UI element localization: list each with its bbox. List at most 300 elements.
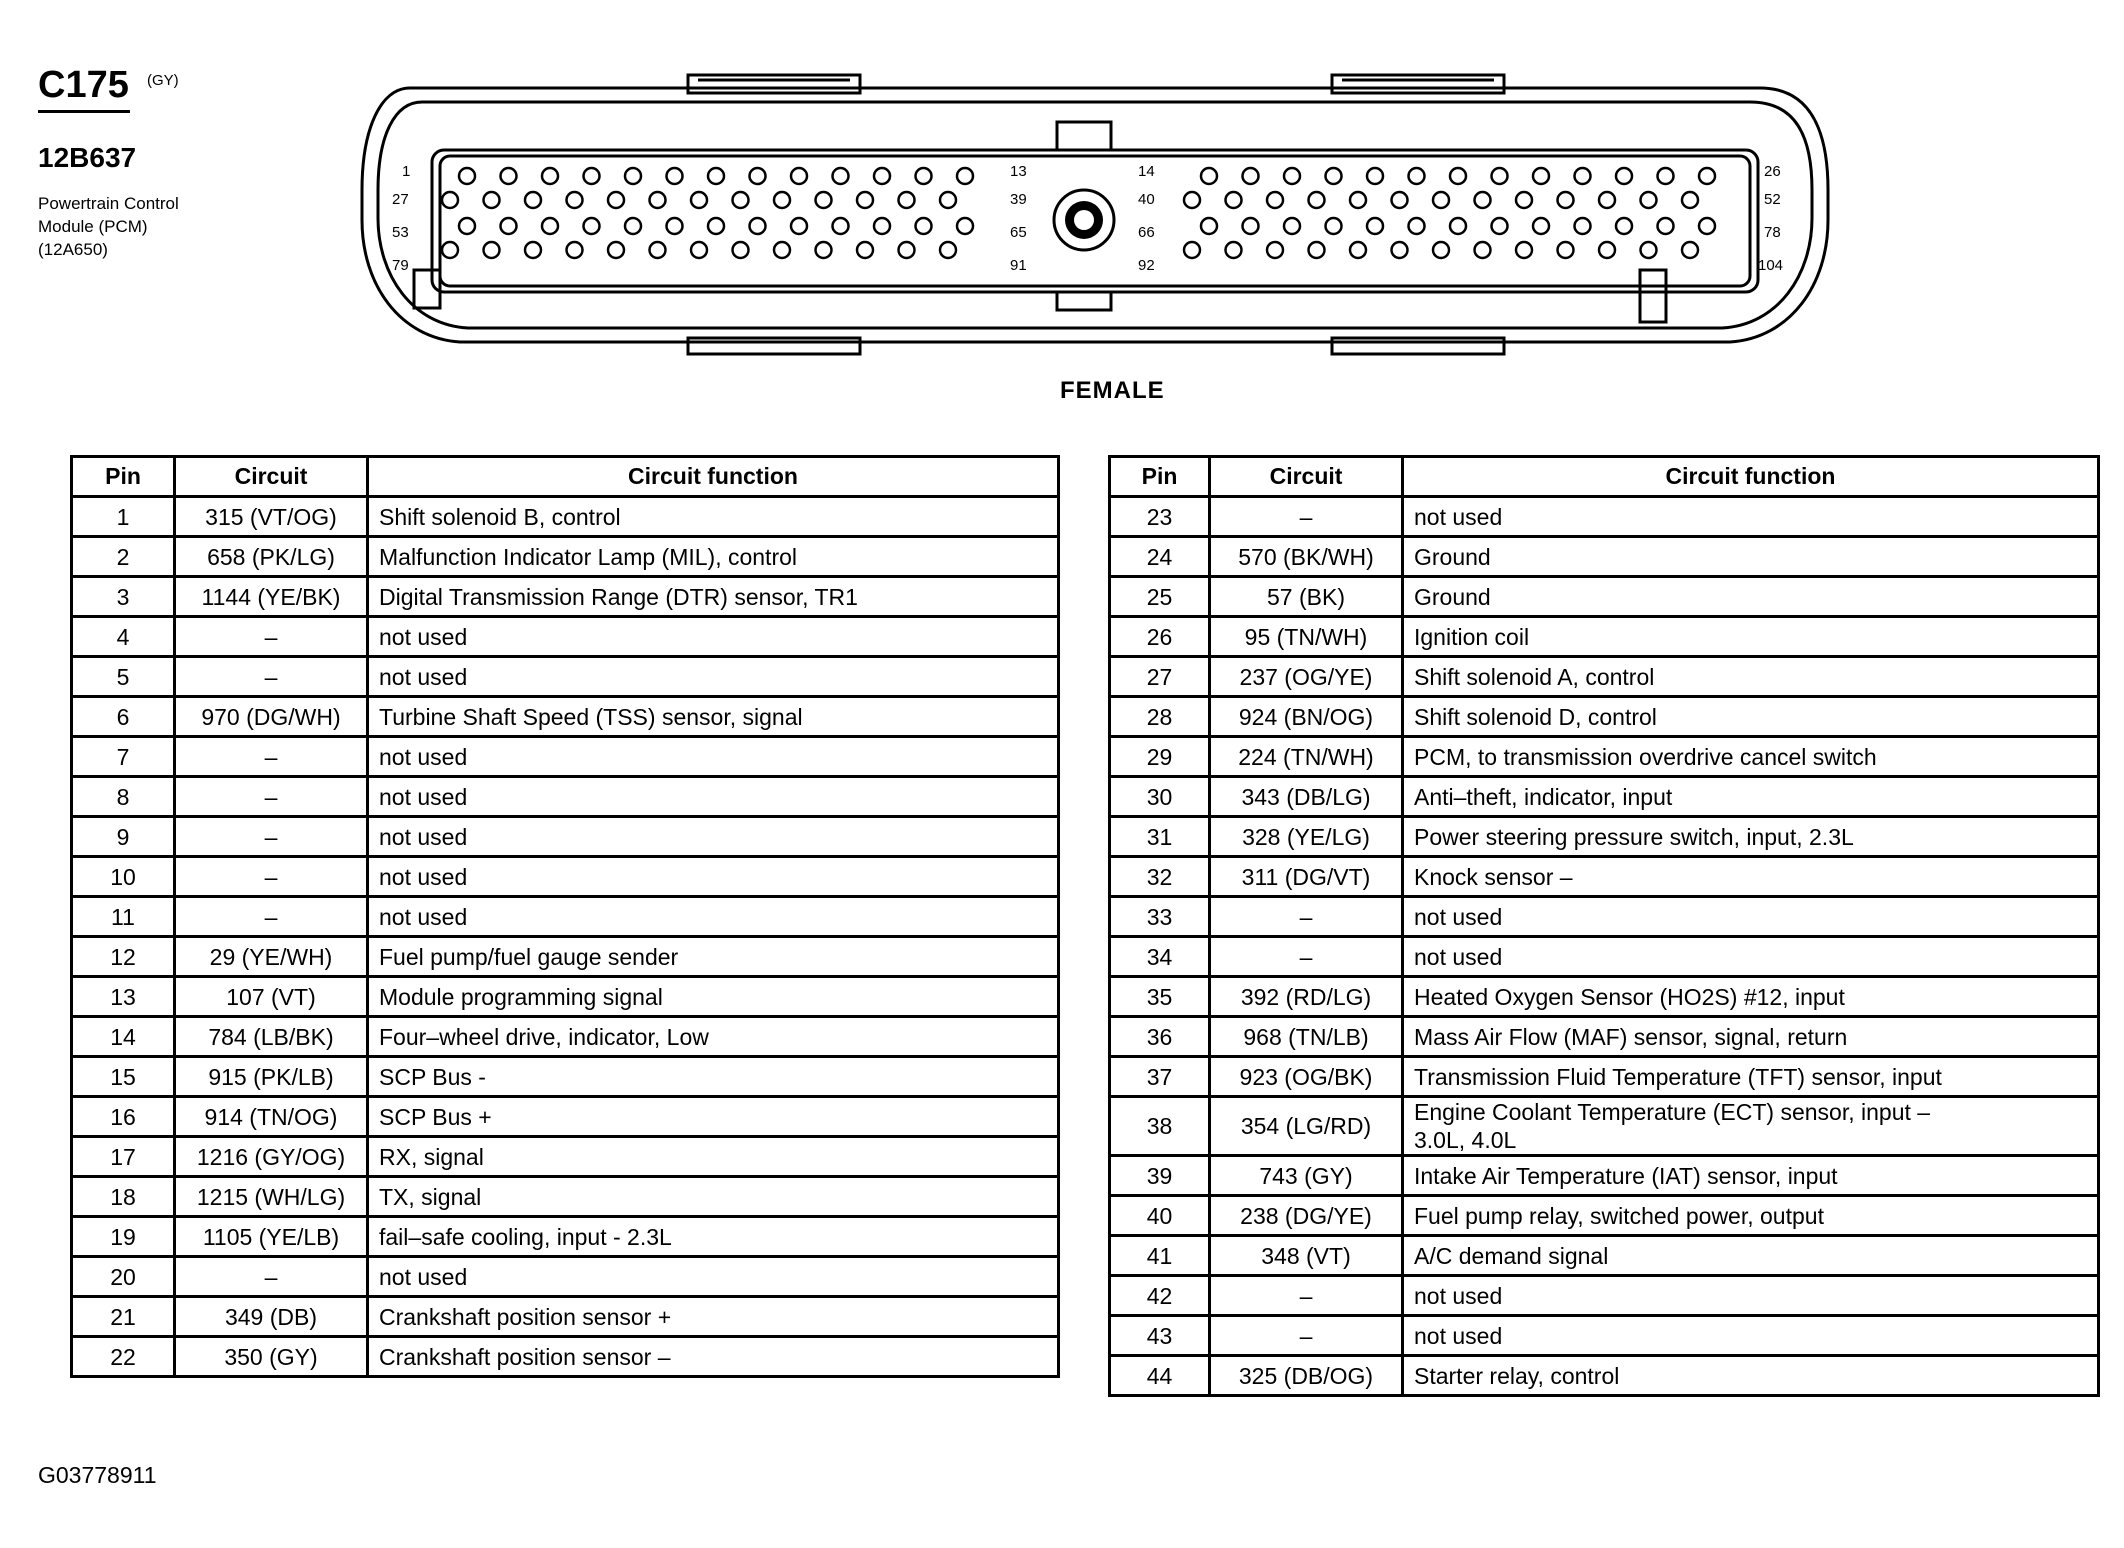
pin-hole: [1409, 218, 1425, 234]
circuit-cell: –: [175, 737, 368, 777]
pin-hole: [791, 168, 807, 184]
pin-cell: 5: [72, 657, 175, 697]
pin-label-left-end: 13: [1010, 163, 1027, 180]
pin-hole: [899, 192, 915, 208]
circuit-cell: 743 (GY): [1210, 1156, 1403, 1196]
table-row: [1110, 1156, 2099, 1196]
function-cell: not used: [368, 617, 1059, 657]
pin-label-right-end: 26: [1764, 163, 1781, 180]
function-cell: not used: [368, 777, 1059, 817]
pin-cell: 44: [1110, 1356, 1210, 1396]
function-cell: Ignition coil: [1403, 617, 2099, 657]
pin-hole: [667, 218, 683, 234]
function-cell: Four–wheel drive, indicator, Low: [368, 1017, 1059, 1057]
pin-hole: [1682, 242, 1698, 258]
circuit-cell: 392 (RD/LG): [1210, 977, 1403, 1017]
table-row: [1110, 897, 2099, 937]
connector-id-underline: [38, 110, 130, 113]
function-cell: Module programming signal: [368, 977, 1059, 1017]
table-row: [72, 1337, 1059, 1377]
function-cell: Starter relay, control: [1403, 1356, 2099, 1396]
table-row: [72, 1297, 1059, 1337]
pin-cell: 25: [1110, 577, 1210, 617]
function-cell: PCM, to transmission overdrive cancel switch: [1403, 737, 2099, 777]
table-row: [72, 777, 1059, 817]
circuit-cell: 349 (DB): [175, 1297, 368, 1337]
header-pin: Pin: [72, 457, 175, 497]
pin-hole: [833, 218, 849, 234]
pin-cell: 32: [1110, 857, 1210, 897]
circuit-cell: 1216 (GY/OG): [175, 1137, 368, 1177]
pin-hole: [1409, 168, 1425, 184]
pin-hole: [608, 242, 624, 258]
table-row: [72, 577, 1059, 617]
pin-hole: [1682, 192, 1698, 208]
pin-hole: [857, 242, 873, 258]
circuit-cell: 311 (DG/VT): [1210, 857, 1403, 897]
module-description: [38, 192, 238, 261]
pin-hole: [733, 242, 749, 258]
function-cell: not used: [1403, 1316, 2099, 1356]
circuit-cell: –: [175, 777, 368, 817]
pin-hole: [501, 168, 517, 184]
pin-hole: [1284, 218, 1300, 234]
table-row: [72, 497, 1059, 537]
pin-hole: [1616, 218, 1632, 234]
circuit-cell: 29 (YE/WH): [175, 937, 368, 977]
part-number: 12B637: [38, 142, 137, 173]
pin-hole: [733, 192, 749, 208]
function-cell: fail–safe cooling, input - 2.3L: [368, 1217, 1059, 1257]
function-cell: Fuel pump relay, switched power, output: [1403, 1196, 2099, 1236]
pin-cell: 34: [1110, 937, 1210, 977]
pin-cell: 8: [72, 777, 175, 817]
pin-hole: [625, 168, 641, 184]
pin-cell: 6: [72, 697, 175, 737]
circuit-cell: 95 (TN/WH): [1210, 617, 1403, 657]
pin-cell: 2: [72, 537, 175, 577]
table-row: [72, 937, 1059, 977]
pin-hole: [584, 218, 600, 234]
pin-cell: 1: [72, 497, 175, 537]
pin-cell: 33: [1110, 897, 1210, 937]
pin-hole: [1616, 168, 1632, 184]
function-cell: not used: [368, 737, 1059, 777]
table-row: [1110, 1236, 2099, 1276]
pin-cell: 31: [1110, 817, 1210, 857]
pin-hole: [1492, 168, 1508, 184]
pin-hole: [833, 168, 849, 184]
circuit-cell: 325 (DB/OG): [1210, 1356, 1403, 1396]
pin-hole: [874, 218, 890, 234]
table-row: [72, 737, 1059, 777]
pin-cell: 23: [1110, 497, 1210, 537]
table-row: [1110, 977, 2099, 1017]
pin-hole: [650, 242, 666, 258]
table-row: [1110, 617, 2099, 657]
circuit-cell: –: [1210, 1316, 1403, 1356]
table-header-row: [72, 457, 1059, 497]
module-description-line: Powertrain Control: [38, 194, 179, 213]
circuit-cell: 343 (DB/LG): [1210, 777, 1403, 817]
table-row: [1110, 537, 2099, 577]
function-cell: Power steering pressure switch, input, 2.3L: [1403, 817, 2099, 857]
pin-table-right: [1108, 455, 2100, 1397]
function-cell: Anti–theft, indicator, input: [1403, 777, 2099, 817]
pin-hole: [1492, 218, 1508, 234]
header-circuit: Circuit: [175, 457, 368, 497]
function-cell: not used: [368, 817, 1059, 857]
pin-hole: [608, 192, 624, 208]
pin-hole: [1599, 242, 1615, 258]
pin-table-left: [70, 455, 1060, 1378]
pin-hole: [442, 192, 458, 208]
pin-hole: [957, 168, 973, 184]
function-cell: not used: [1403, 1276, 2099, 1316]
function-cell: Shift solenoid D, control: [1403, 697, 2099, 737]
pin-hole: [1201, 218, 1217, 234]
pin-label-right-start: 66: [1138, 224, 1155, 241]
table-row: [1110, 857, 2099, 897]
table-header-row: [1110, 457, 2099, 497]
pin-hole: [1516, 242, 1532, 258]
function-cell: Malfunction Indicator Lamp (MIL), control: [368, 537, 1059, 577]
pin-label-left-start: 79: [392, 257, 409, 274]
pin-hole: [1350, 192, 1366, 208]
pin-label-right-end: 78: [1764, 224, 1781, 241]
pin-hole: [442, 242, 458, 258]
circuit-cell: –: [1210, 1276, 1403, 1316]
pin-hole: [501, 218, 517, 234]
pin-hole: [1599, 192, 1615, 208]
pin-label-left-end: 39: [1010, 191, 1027, 208]
pin-label-right-end: 52: [1764, 191, 1781, 208]
pin-hole: [1641, 242, 1657, 258]
circuit-cell: –: [1210, 897, 1403, 937]
pin-cell: 15: [72, 1057, 175, 1097]
function-cell: not used: [368, 1257, 1059, 1297]
table-row: [1110, 817, 2099, 857]
table-row: [72, 817, 1059, 857]
pin-hole: [625, 218, 641, 234]
pin-cell: 26: [1110, 617, 1210, 657]
pin-hole: [667, 168, 683, 184]
bottom-key-tab: [1057, 292, 1111, 310]
table-row: [1110, 1276, 2099, 1316]
pin-cell: 7: [72, 737, 175, 777]
pin-hole: [816, 192, 832, 208]
function-cell: Mass Air Flow (MAF) sensor, signal, return: [1403, 1017, 2099, 1057]
pin-cell: 18: [72, 1177, 175, 1217]
function-cell: Turbine Shaft Speed (TSS) sensor, signal: [368, 697, 1059, 737]
pin-hole: [1226, 192, 1242, 208]
table-row: [1110, 1057, 2099, 1097]
table-row: [72, 1057, 1059, 1097]
pin-hole: [1367, 218, 1383, 234]
pin-cell: 40: [1110, 1196, 1210, 1236]
pin-label-right-start: 92: [1138, 257, 1155, 274]
connector-view-label: FEMALE: [1060, 377, 1165, 404]
pin-cell: 28: [1110, 697, 1210, 737]
module-description-line: Module (PCM): [38, 217, 148, 236]
circuit-cell: –: [175, 857, 368, 897]
circuit-cell: 315 (VT/OG): [175, 497, 368, 537]
circuit-cell: 915 (PK/LB): [175, 1057, 368, 1097]
pin-hole: [899, 242, 915, 258]
pin-hole: [1392, 192, 1408, 208]
pin-cell: 43: [1110, 1316, 1210, 1356]
pin-label-left-start: 27: [392, 191, 409, 208]
pin-hole: [708, 168, 724, 184]
circuit-cell: –: [175, 817, 368, 857]
pin-hole: [459, 218, 475, 234]
pin-hole: [750, 168, 766, 184]
circuit-cell: 350 (GY): [175, 1337, 368, 1377]
pin-hole: [1392, 242, 1408, 258]
circuit-cell: –: [1210, 497, 1403, 537]
pin-cell: 16: [72, 1097, 175, 1137]
pin-cell: 17: [72, 1137, 175, 1177]
pin-hole: [1558, 192, 1574, 208]
pin-hole: [1367, 168, 1383, 184]
pin-cell: 27: [1110, 657, 1210, 697]
function-cell: TX, signal: [368, 1177, 1059, 1217]
pin-cell: 14: [72, 1017, 175, 1057]
top-latch-tab-right: [1332, 75, 1504, 93]
table-row: [72, 1137, 1059, 1177]
pin-hole: [708, 218, 724, 234]
pin-hole: [774, 242, 790, 258]
pin-hole: [1184, 192, 1200, 208]
table-row: [1110, 497, 2099, 537]
table-row: [72, 617, 1059, 657]
pin-hole: [774, 192, 790, 208]
table-row: [72, 857, 1059, 897]
circuit-cell: 924 (BN/OG): [1210, 697, 1403, 737]
function-cell: RX, signal: [368, 1137, 1059, 1177]
function-cell: not used: [1403, 897, 2099, 937]
pin-hole: [791, 218, 807, 234]
circuit-cell: 784 (LB/BK): [175, 1017, 368, 1057]
table-row: [1110, 1316, 2099, 1356]
function-cell: Intake Air Temperature (IAT) sensor, input: [1403, 1156, 2099, 1196]
pin-hole: [1433, 192, 1449, 208]
function-cell: Knock sensor –: [1403, 857, 2099, 897]
pin-label-right-start: 40: [1138, 191, 1155, 208]
table-row: [72, 897, 1059, 937]
pin-hole: [1243, 218, 1259, 234]
header-function: Circuit function: [368, 457, 1059, 497]
pin-hole: [567, 242, 583, 258]
pin-cell: 24: [1110, 537, 1210, 577]
pin-cell: 11: [72, 897, 175, 937]
pin-cell: 12: [72, 937, 175, 977]
table-row: [72, 1177, 1059, 1217]
pin-label-right-end: 104: [1758, 257, 1784, 274]
table-row: [72, 697, 1059, 737]
pin-cell: 4: [72, 617, 175, 657]
pin-cell: 39: [1110, 1156, 1210, 1196]
pin-hole: [1450, 218, 1466, 234]
pin-cell: 10: [72, 857, 175, 897]
function-cell: SCP Bus +: [368, 1097, 1059, 1137]
table-row: [72, 1097, 1059, 1137]
pin-hole: [940, 242, 956, 258]
pin-hole: [1326, 218, 1342, 234]
circuit-cell: –: [175, 1257, 368, 1297]
pin-hole: [484, 242, 500, 258]
function-cell: Ground: [1403, 537, 2099, 577]
right-corner-post: [1640, 270, 1666, 322]
pin-hole: [1575, 218, 1591, 234]
circuit-cell: 224 (TN/WH): [1210, 737, 1403, 777]
circuit-cell: 238 (DG/YE): [1210, 1196, 1403, 1236]
pin-hole: [1326, 168, 1342, 184]
table-row: [1110, 657, 2099, 697]
circuit-cell: 1215 (WH/LG): [175, 1177, 368, 1217]
pin-hole: [750, 218, 766, 234]
bottom-latch-tab-right: [1332, 338, 1504, 354]
pin-cell: 41: [1110, 1236, 1210, 1276]
function-cell: not used: [1403, 937, 2099, 977]
circuit-cell: 914 (TN/OG): [175, 1097, 368, 1137]
pin-cell: 19: [72, 1217, 175, 1257]
pin-hole: [874, 168, 890, 184]
pin-hole: [525, 192, 541, 208]
table-row: [72, 537, 1059, 577]
header-function: Circuit function: [1403, 457, 2099, 497]
header-circuit: Circuit: [1210, 457, 1403, 497]
pin-hole: [1699, 168, 1715, 184]
pin-hole: [1699, 218, 1715, 234]
pin-hole: [1658, 168, 1674, 184]
pin-cell: 3: [72, 577, 175, 617]
pin-hole: [484, 192, 500, 208]
pin-hole: [542, 168, 558, 184]
pin-hole: [1267, 242, 1283, 258]
pin-hole: [916, 168, 932, 184]
pin-hole: [940, 192, 956, 208]
pin-cell: 36: [1110, 1017, 1210, 1057]
figure-id: G03778911: [38, 1462, 157, 1488]
pin-hole: [1226, 242, 1242, 258]
pin-hole: [1284, 168, 1300, 184]
table-row: [72, 657, 1059, 697]
table-row: [1110, 1196, 2099, 1236]
pin-hole: [1309, 242, 1325, 258]
pin-label-left-end: 91: [1010, 257, 1027, 274]
pin-hole: [816, 242, 832, 258]
function-cell: Crankshaft position sensor –: [368, 1337, 1059, 1377]
table-row: [72, 977, 1059, 1017]
module-description-line: (12A650): [38, 240, 108, 259]
pin-cell: 37: [1110, 1057, 1210, 1097]
pin-label-left-start: 1: [402, 163, 411, 180]
pin-hole: [1475, 192, 1491, 208]
function-cell: Crankshaft position sensor +: [368, 1297, 1059, 1337]
table-row: [72, 1257, 1059, 1297]
pin-hole: [1433, 242, 1449, 258]
pin-hole: [1475, 242, 1491, 258]
table-row: [1110, 1017, 2099, 1057]
bottom-latch-tab-left: [688, 338, 860, 354]
pin-hole: [650, 192, 666, 208]
circuit-cell: 57 (BK): [1210, 577, 1403, 617]
connector-color: (GY): [147, 72, 179, 89]
function-cell: Fuel pump/fuel gauge sender: [368, 937, 1059, 977]
pin-cell: 9: [72, 817, 175, 857]
circuit-cell: –: [1210, 937, 1403, 977]
table-row: [1110, 697, 2099, 737]
pin-cell: 38: [1110, 1097, 1210, 1156]
table-row: [1110, 737, 2099, 777]
pin-cell: 29: [1110, 737, 1210, 777]
function-cell: Engine Coolant Temperature (ECT) sensor, input – 3.0L, 4.0L: [1403, 1097, 2099, 1156]
function-cell: Shift solenoid B, control: [368, 497, 1059, 537]
table-row: [1110, 1097, 2099, 1156]
table-row: [72, 1217, 1059, 1257]
circuit-cell: 968 (TN/LB): [1210, 1017, 1403, 1057]
connector-id: C175: [38, 64, 129, 106]
pin-label-left-start: 53: [392, 224, 409, 241]
function-cell: not used: [1403, 497, 2099, 537]
circuit-cell: 237 (OG/YE): [1210, 657, 1403, 697]
pin-cell: 30: [1110, 777, 1210, 817]
pin-hole: [691, 242, 707, 258]
table-row: [1110, 577, 2099, 617]
function-cell: Shift solenoid A, control: [1403, 657, 2099, 697]
function-cell: SCP Bus -: [368, 1057, 1059, 1097]
header-pin: Pin: [1110, 457, 1210, 497]
pin-hole: [857, 192, 873, 208]
circuit-cell: 570 (BK/WH): [1210, 537, 1403, 577]
pin-hole: [542, 218, 558, 234]
pin-hole: [1350, 242, 1366, 258]
pin-cell: 42: [1110, 1276, 1210, 1316]
pin-label-right-start: 14: [1138, 163, 1155, 180]
circuit-cell: –: [175, 657, 368, 697]
pin-cell: 35: [1110, 977, 1210, 1017]
pin-hole: [1533, 168, 1549, 184]
circuit-cell: 107 (VT): [175, 977, 368, 1017]
pin-hole: [1267, 192, 1283, 208]
circuit-cell: 328 (YE/LG): [1210, 817, 1403, 857]
function-cell: not used: [368, 857, 1059, 897]
pin-hole: [1516, 192, 1532, 208]
pin-cell: 21: [72, 1297, 175, 1337]
pin-hole: [916, 218, 932, 234]
pin-label-left-end: 65: [1010, 224, 1027, 241]
connector-diagram: [350, 70, 1840, 370]
circuit-cell: 1105 (YE/LB): [175, 1217, 368, 1257]
table-row: [1110, 1356, 2099, 1396]
function-cell: Ground: [1403, 577, 2099, 617]
table-row: [1110, 777, 2099, 817]
pin-hole: [1533, 218, 1549, 234]
pin-hole: [1575, 168, 1591, 184]
function-cell: Transmission Fluid Temperature (TFT) sensor, input: [1403, 1057, 2099, 1097]
table-row: [72, 1017, 1059, 1057]
circuit-cell: –: [175, 617, 368, 657]
pin-cell: 20: [72, 1257, 175, 1297]
function-cell: not used: [368, 657, 1059, 697]
circuit-cell: 354 (LG/RD): [1210, 1097, 1403, 1156]
pin-hole: [584, 168, 600, 184]
pin-hole: [567, 192, 583, 208]
pin-hole: [1201, 168, 1217, 184]
pin-cell: 13: [72, 977, 175, 1017]
circuit-cell: 970 (DG/WH): [175, 697, 368, 737]
